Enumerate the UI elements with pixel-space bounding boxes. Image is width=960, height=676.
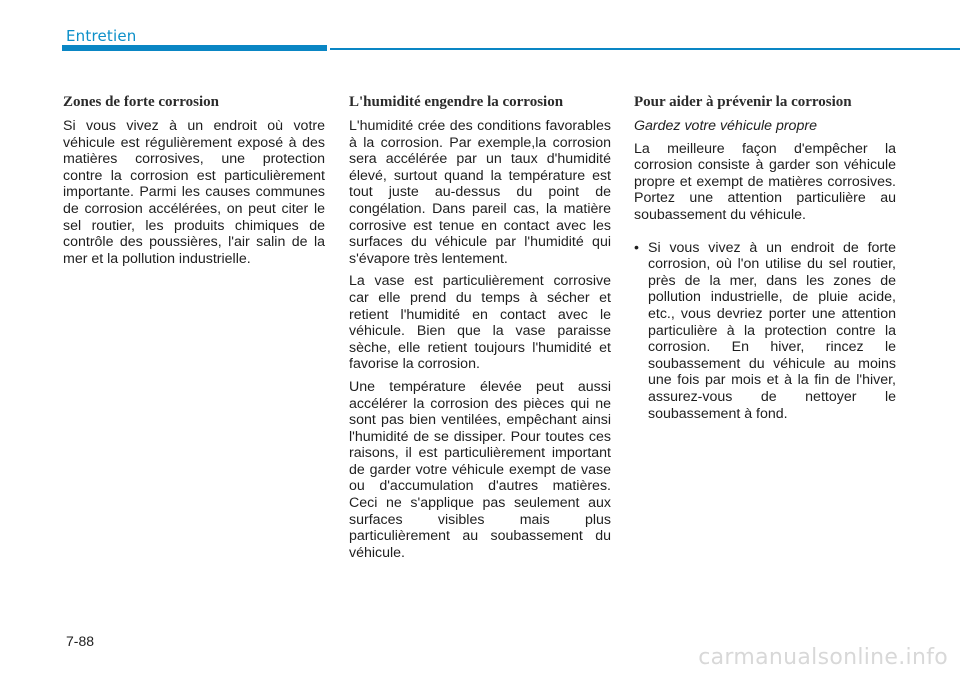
list-item	[634, 240, 896, 423]
paragraph: La meilleure façon d'empêcher la corrosion consiste à garder son véhicule propre et exempt de matières corrosives. Portez une attention particulière au soubassement du véhicule.	[634, 140, 896, 223]
header-rule-thin	[330, 48, 960, 50]
column-2	[349, 93, 611, 567]
section-title: Entretien	[66, 27, 137, 45]
list-item-text: Si vous vivez à un endroit de forte corrosion, où l'on utilise du sel routier, près de la mer, dans les zones de pollution industrielle, de pluie acide, etc., vous devriez porter une attention particulière à la protection contre la corrosion. En hiver, rincez le soubassement du véhicule au moins une fois par mois et à la fin de l'hiver, assurez-vous de nettoyer le soubassement à fond.	[648, 239, 896, 422]
paragraph: L'humidité crée des conditions favorables à la corrosion. Par exemple,la corrosion sera accélérée par un taux d'humidité élevé, surtout quand la température est tout juste au-dessus du point de congélation. Dans pareil cas, la matière corrosive est tenue en contact avec les surfaces du véhicule par l'humidité qui s'évapore très lentement.	[349, 118, 611, 267]
heading-humidite: L'humidité engendre la corrosion	[349, 94, 564, 110]
header-rule-thick	[62, 45, 327, 51]
paragraph: La vase est particulièrement corrosive car elle prend du temps à sécher et retient l'humidité en contact avec le véhicule. Bien que la vase paraisse sèche, elle retient toujours l'humidité et favorise la corrosion.	[349, 273, 611, 373]
page-number: 7-88	[66, 633, 95, 649]
paragraph: Une température élevée peut aussi accélérer la corrosion des pièces qui ne sont pas bien ventilées, empêchant ainsi l'humidité de se dissiper. Pour toutes ces raisons, il est particulièrement important de garder votre véhicule exempt de vase ou d'accumulation d'autres matières. Ceci ne s'applique pas seulement aux surfaces visibles mais plus particulièrement au soubassement du véhicule.	[349, 378, 611, 561]
column-3	[634, 93, 896, 422]
subheading-vehicule-propre: Gardez votre véhicule propre	[634, 118, 817, 134]
paragraph: Si vous vivez à un endroit où votre véhicule est régulièrement exposé à des matières corrosives, une protection contre la corrosion est particulièrement importante. Parmi les causes communes de corrosion accélérées, on peut citer le sel routier, les produits chimiques de contrôle des poussières, l'air salin de la mer et la pollution industrielle.	[63, 118, 325, 267]
heading-prevenir-corrosion: Pour aider à prévenir la corrosion	[634, 94, 852, 110]
watermark: carmanualsonline.info	[698, 645, 948, 670]
bullet-list	[634, 240, 896, 423]
bullet-icon: •	[634, 239, 639, 256]
column-1	[63, 93, 325, 273]
heading-zones-corrosion: Zones de forte corrosion	[63, 94, 219, 110]
